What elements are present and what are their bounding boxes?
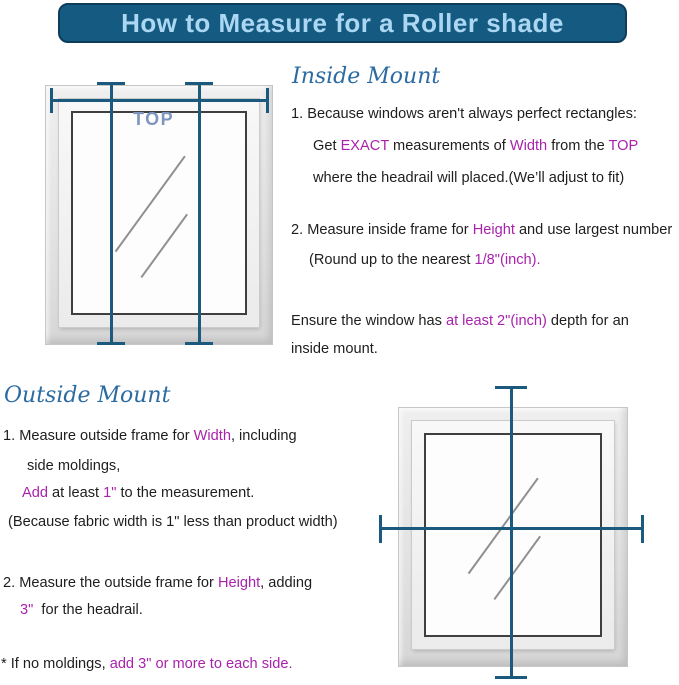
outside-instruction-line: 1. Measure outside frame for Width, including — [3, 428, 297, 444]
inside-width-measure-line — [50, 99, 269, 102]
outside-height-top-cap — [495, 386, 527, 389]
outside-instruction-line: Add at least 1" to the measurement. — [22, 485, 255, 501]
top-label: TOP — [133, 109, 175, 129]
outside-height-measure-line — [510, 387, 513, 679]
inside-width-right-tick — [266, 88, 269, 113]
title-banner — [58, 3, 627, 43]
glass-reflection-line — [115, 156, 186, 252]
inside-instruction-line: Get EXACT measurements of Width from the TOP — [313, 138, 639, 154]
inside-instruction-line: (Round up to the nearest 1/8"(inch). — [309, 252, 541, 268]
window-inner-frame — [412, 421, 614, 649]
inside-height-left-bottom-cap — [97, 342, 125, 345]
inside-mount-heading: Inside Mount — [292, 64, 441, 89]
outside-instruction-line: 2. Measure the outside frame for Height, adding — [3, 575, 313, 591]
inside-height-right-top-cap — [185, 82, 213, 85]
inside-height-right-bottom-cap — [185, 342, 213, 345]
inside-instruction-line: 2. Measure inside frame for Height and use largest number — [291, 222, 673, 238]
outside-width-right-tick — [641, 515, 644, 543]
outside-width-measure-line — [380, 527, 643, 530]
inside-height-measure-line-right — [198, 82, 201, 345]
glass-reflection-line — [493, 536, 540, 600]
outside-instruction-line: (Because fabric width is 1" less than product width) — [8, 514, 338, 530]
inside-height-left-top-cap — [97, 82, 125, 85]
inside-instruction-line: 1. Because windows aren't always perfect rectangles: — [291, 106, 637, 122]
page-title: How to Measure for a Roller shade — [121, 7, 564, 38]
outside-moldings-footnote: * If no moldings, add 3" or more to each side. — [1, 656, 293, 672]
outside-height-bottom-cap — [495, 676, 527, 679]
inside-depth-note-line: inside mount. — [291, 341, 378, 357]
outside-width-left-tick — [379, 515, 382, 543]
inside-width-left-tick — [50, 88, 53, 113]
inside-height-measure-line-left — [110, 82, 113, 345]
window-glass — [71, 111, 247, 315]
glass-reflection-line — [468, 478, 539, 574]
inside-instruction-line: where the headrail will placed.(We’ll adjust to fit) — [313, 170, 625, 186]
outside-instruction-line: 3" for the headrail. — [20, 602, 143, 618]
outside-mount-heading: Outside Mount — [4, 383, 171, 408]
outside-mount-window-diagram — [398, 407, 628, 667]
window-inner-frame — [59, 99, 259, 327]
inside-depth-note-line: Ensure the window has at least 2"(inch) depth for an — [291, 313, 629, 329]
glass-reflection-line — [140, 214, 187, 278]
window-glass — [424, 433, 602, 637]
outside-instruction-line: side moldings, — [27, 458, 121, 474]
